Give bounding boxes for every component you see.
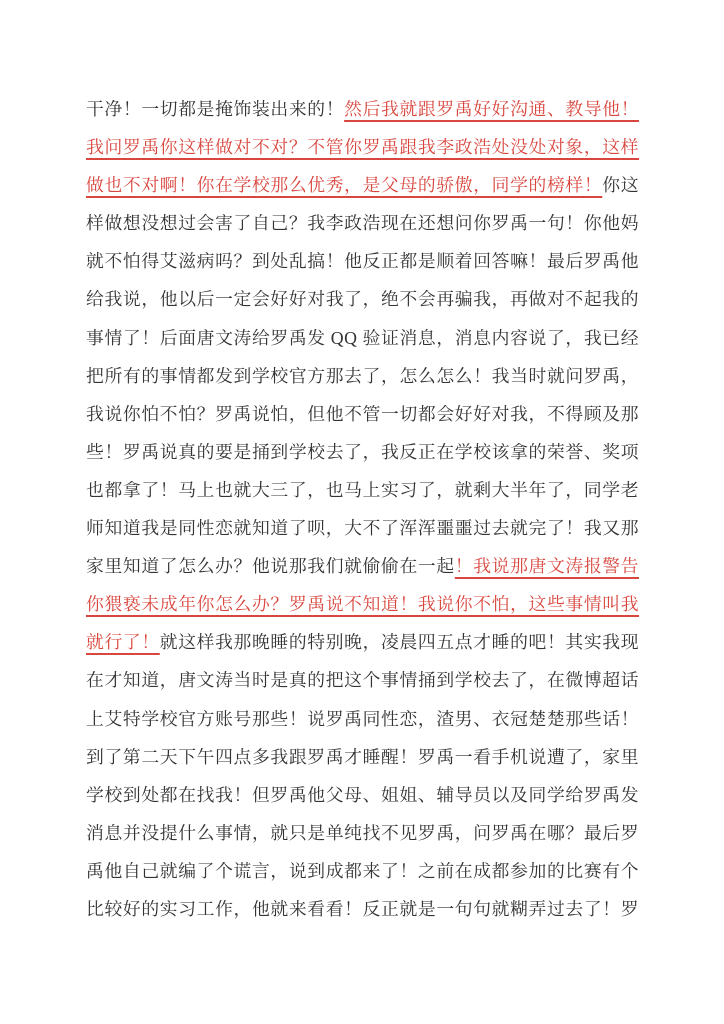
text-line: [86, 738, 639, 776]
text-run: 学校到处都在找我！但罗禹他父母、姐姐、辅导员以及同学给罗禹发: [86, 784, 639, 805]
text-line: [86, 814, 639, 852]
text-run: 禹他自己就编了个谎言，说到成都来了！之前在成都参加的比赛有个: [86, 860, 639, 881]
text-run: 也都拿了！马上也就大三了，也马上实习了，就剩大半年了，同学老: [86, 479, 639, 500]
text-line: [86, 623, 639, 661]
text-run: 我说你怕不怕？罗禹说怕，但他不管一切都会好好对我，不得顾及那: [86, 403, 639, 424]
text-run: 些！罗禹说真的要是捅到学校去了，我反正在学校该拿的荣誉、奖项: [86, 441, 639, 462]
text-run: 给我说，他以后一定会好好对我了，绝不会再骗我，再做对不起我的: [86, 289, 639, 310]
text-line: [86, 890, 639, 928]
text-run: 干净！一切都是掩饰装出来的！: [86, 99, 345, 119]
text-run: 就不怕得艾滋病吗？到处乱搞！他反正都是顺着回答嘛！最后罗禹他: [86, 251, 639, 272]
highlighted-text-run: ！我说那唐文涛报警告: [454, 556, 639, 577]
text-line: [86, 509, 639, 547]
text-line: [86, 547, 639, 585]
text-run: 家里知道了怎么办？他说那我们就偷偷在一起: [86, 556, 455, 577]
text-run: 在才知道，唐文涛当时是真的把这个事情捅到学校去了，在微博超话: [86, 670, 639, 691]
text-line: [86, 242, 639, 280]
text-line: [86, 433, 639, 471]
text-run: 就这样我那晚睡的特别晚，凌晨四五点才睡的吧！其实我现: [159, 632, 639, 653]
text-line: [86, 776, 639, 814]
text-line: [86, 166, 639, 204]
text-line: [86, 280, 639, 318]
text-line: [86, 128, 639, 166]
text-line: [86, 319, 639, 357]
text-line: [86, 585, 639, 623]
text-run: 样做想没想过会害了自己？我李政浩现在还想问你罗禹一句！你他妈: [86, 213, 639, 234]
highlighted-text-run: 就行了！: [86, 632, 160, 653]
text-run: 上艾特学校官方账号那些！说罗禹同性恋，渣男、衣冠楚楚那些话！: [86, 708, 639, 729]
text-line: [86, 357, 639, 395]
text-line: [86, 90, 639, 128]
highlighted-text-run: 你猥亵未成年你怎么办？罗禹说不知道！我说你不怕，这些事情叫我: [86, 594, 639, 615]
text-line: [86, 661, 639, 699]
text-run: 把所有的事情都发到学校官方那去了，怎么怎么！我当时就问罗禹，: [86, 365, 639, 386]
text-run: 到了第二天下午四点多我跟罗禹才睡醒！罗禹一看手机说遭了，家里: [86, 746, 639, 767]
text-run: 消息并没提什么事情，就只是单纯找不见罗禹，问罗禹在哪？最后罗: [86, 822, 639, 843]
highlighted-text-run: 然后我就跟罗禹好好沟通、教导他！: [344, 99, 639, 119]
text-run: 事情了！后面唐文涛给罗禹发 QQ 验证消息，消息内容说了，我已经: [86, 327, 639, 348]
text-body: [86, 90, 639, 928]
text-run: 你这: [602, 175, 639, 196]
text-line: [86, 204, 639, 242]
text-line: [86, 700, 639, 738]
text-run: 师知道我是同性恋就知道了呗，大不了浑浑噩噩过去就完了！我又那: [86, 518, 639, 539]
text-line: [86, 395, 639, 433]
text-line: [86, 471, 639, 509]
text-line: [86, 852, 639, 890]
text-run: 比较好的实习工作，他就来看看！反正就是一句句就糊弄过去了！罗: [86, 898, 639, 919]
highlighted-text-run: 做也不对啊！你在学校那么优秀，是父母的骄傲，同学的榜样！: [86, 175, 603, 196]
highlighted-text-run: 我问罗禹你这样做对不对？不管你罗禹跟我李政浩处没处对象，这样: [86, 137, 639, 158]
